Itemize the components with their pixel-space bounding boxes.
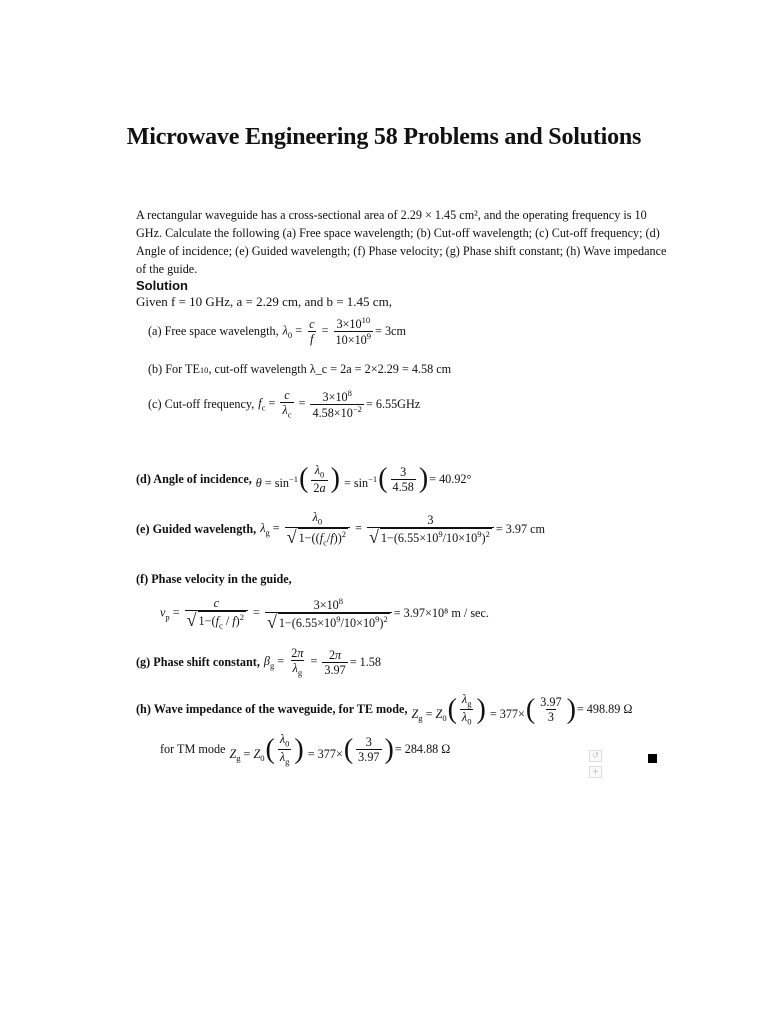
- step-f-result: = 3.97×10⁸ m / sec.: [393, 606, 489, 621]
- step-b-mode: 10: [199, 364, 209, 375]
- step-g-result: = 1.58: [349, 654, 381, 669]
- step-a: [148, 316, 406, 347]
- undo-icon[interactable]: ↺: [589, 750, 602, 762]
- plus-icon[interactable]: +: [589, 766, 602, 778]
- step-e-result: = 3.97 cm: [495, 521, 546, 536]
- step-h-result: = 498.89 Ω: [576, 702, 633, 717]
- step-tm-equation: $Z_g = Z_0$ ( $\frac{\lambda_0}{\lambda_g}$ ) = 377× ( $\frac{3}{3.97}$ ): [229, 732, 394, 767]
- step-e: [136, 510, 545, 549]
- step-c-equation: $f_c$ = $\frac{c}{\lambda_c}$ = $\frac{3\times 10^8}{4.58\times 10^{-2}}$: [258, 387, 362, 420]
- step-f-label: (f) Phase velocity in the guide,: [136, 572, 292, 586]
- page-title: Microwave Engineering 58 Problems and Solutions: [126, 124, 642, 150]
- step-f-heading: [136, 572, 292, 587]
- step-g: [136, 646, 381, 678]
- step-b-label: (b) For TE: [148, 362, 200, 376]
- step-b: [148, 362, 451, 377]
- step-b-expr: λ_c = 2a = 2×2.29 = 4.58 cm: [309, 362, 452, 376]
- step-b-text: , cut-off wavelength: [208, 362, 307, 376]
- solution-heading: Solution: [136, 278, 188, 293]
- step-g-equation: $\beta_g$ = $\frac{2\pi}{\lambda_g}$ = $\frac{2\pi}{3.97}$: [263, 646, 346, 678]
- step-c-result: = 6.55GHz: [365, 396, 421, 411]
- step-a-equation: $\lambda_0$ = $\frac{c}{f}$ = $\frac{3\times 10^{10}}{10\times 10^9}$: [282, 315, 372, 348]
- step-c-label: (c) Cut-off frequency,: [148, 396, 255, 411]
- step-tm-label: for TM mode: [160, 742, 226, 757]
- step-c: [148, 388, 420, 420]
- problem-statement: A rectangular waveguide has a cross-sectional area of 2.29 × 1.45 cm², and the operating frequency is 10 GHz. Calculate the following (a) Free space wavelength; (b) Cut-off wavelength; (c) Cut-off frequency; (d) Angle of incidence; (e) Guided wavelength; (f) Phase velocity; (g) Phase shift constant; (h) Wave impedance of the guide.: [136, 208, 667, 276]
- step-a-label: (a) Free space wavelength,: [148, 324, 279, 339]
- step-d-label: (d) Angle of incidence,: [136, 471, 252, 486]
- step-h-label: (h) Wave impedance of the waveguide, for TE mode,: [136, 702, 408, 717]
- step-h-equation: $Z_g = Z_0$ ( $\frac{\lambda_g}{\lambda_0}$ ) = 377× ( $\frac{3.97}{3}$ ): [411, 692, 576, 727]
- step-tm-result: = 284.88 Ω: [394, 742, 451, 757]
- step-g-label: (g) Phase shift constant,: [136, 654, 260, 669]
- step-e-equation: $\lambda_g$ = $\lambda_0$ √ $1-((f_c/f))^2$ = 3 √ $1-(6.55\times 10^9/10\times 10^9)^2$: [260, 510, 496, 549]
- black-square-marker: [648, 754, 657, 763]
- step-tm: [160, 732, 450, 768]
- step-h: [136, 692, 632, 728]
- step-d-equation: $\theta = \sin^{-1}$ ( $\frac{\lambda_0}{2a}$ ) = $\sin^{-1}$ ( $\frac{3}{4.58}$ ): [255, 463, 429, 496]
- step-d: [136, 463, 471, 495]
- step-a-result: = 3cm: [375, 324, 406, 339]
- step-e-label: (e) Guided wavelength,: [136, 521, 257, 536]
- step-f: [160, 596, 489, 631]
- step-f-equation: $v_p$ = c √ $1-(f_c / f)^2$ = $3\times 10^8$ √ $1-(6.55\times 10^9/10\times 10^9)^2$: [160, 596, 394, 631]
- given-values: Given f = 10 GHz, a = 2.29 cm, and b = 1.45 cm,: [136, 294, 392, 309]
- step-d-result: = 40.92°: [429, 471, 472, 486]
